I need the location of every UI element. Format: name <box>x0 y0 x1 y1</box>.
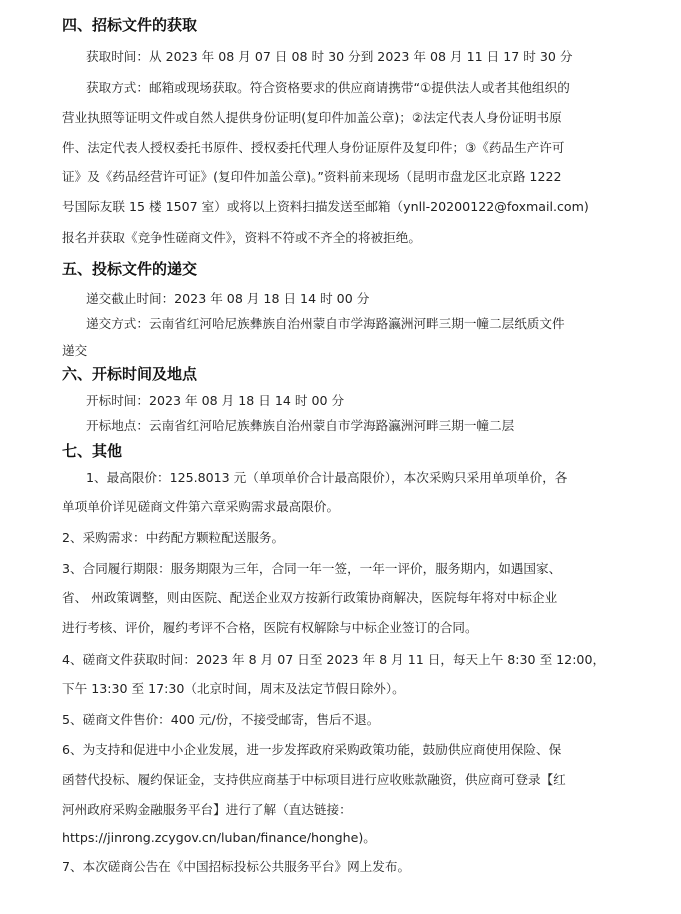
other-item-line: 5、磋商文件售价：400 元/份，不接受邮寄，售后不退。 <box>62 712 380 727</box>
section-4-heading: 四、招标文件的获取 <box>62 16 198 34</box>
finance-platform-link[interactable]: https://jinrong.zcygov.cn/luban/finance/honghe)。 <box>62 830 376 845</box>
acquire-method-line: 证》及《药品经营许可证》(复印件加盖公章)。”资料前来现场（昆明市盘龙区北京路 1222 <box>62 169 562 184</box>
other-item-line: 3、合同履行期限：服务期限为三年，合同一年一签，一年一评价，服务期内，如遇国家、 <box>62 561 562 576</box>
submit-deadline: 递交截止时间：2023 年 08 月 18 日 14 时 00 分 <box>86 291 370 306</box>
acquire-method-line: 件、法定代表人授权委托书原件、授权委托代理人身份证原件及复印件；③《药品生产许可 <box>62 140 565 155</box>
other-item-line: 函替代投标、履约保证金，支持供应商基于中标项目进行应收账款融资，供应商可登录【红 <box>62 772 566 787</box>
other-item-line: 1、最高限价：125.8013 元（单项单价合计最高限价），本次采购只采用单项单价，各 <box>86 470 568 485</box>
other-item-line: 6、为支持和促进中小企业发展，进一步发挥政府采购政策功能，鼓励供应商使用保险、保 <box>62 742 562 757</box>
other-item-line: 省、 州政策调整，则由医院、配送企业双方按新行政策协商解决，医院每年将对中标企业 <box>62 590 558 605</box>
other-item-line: 单项单价详见磋商文件第六章采购需求最高限价。 <box>62 499 340 514</box>
other-item-line: 4、磋商文件获取时间：2023 年 8 月 07 日至 2023 年 8 月 11 日，每天上午 8:30 至 12:00， <box>62 652 606 667</box>
section-5-heading: 五、投标文件的递交 <box>62 260 198 278</box>
other-item-line: 进行考核、评价，履约考评不合格，医院有权解除与中标企业签订的合同。 <box>62 620 478 635</box>
other-item-line: 河州政府采购金融服务平台】进行了解（直达链接： <box>62 802 352 817</box>
section-6-heading: 六、开标时间及地点 <box>62 365 198 383</box>
opening-time: 开标时间：2023 年 08 月 18 日 14 时 00 分 <box>86 393 345 408</box>
submit-method-line: 递交方式：云南省红河哈尼族彝族自治州蒙自市学海路瀛洲河畔三期一幢二层纸质文件 <box>86 316 565 331</box>
acquire-method-line: 号国际友联 15 楼 1507 室）或将以上资料扫描发送至邮箱（ynll-20200122@foxmail.com) <box>62 199 589 214</box>
section-7-heading: 七、其他 <box>62 442 123 460</box>
acquire-method-line: 营业执照等证明文件或自然人提供身份证明(复印件加盖公章)；②法定代表人身份证明书原 <box>62 110 562 125</box>
acquire-time: 获取时间：从 2023 年 08 月 07 日 08 时 30 分到 2023 年 08 月 11 日 17 时 30 分 <box>86 49 573 64</box>
acquire-method-line: 报名并获取《竞争性磋商文件》，资料不符或不齐全的将被拒绝。 <box>62 230 421 245</box>
other-item-line: 2、采购需求：中药配方颗粒配送服务。 <box>62 530 285 545</box>
submit-method-line: 递交 <box>62 343 88 358</box>
acquire-method-line: 获取方式：邮箱或现场获取。符合资格要求的供应商请携带“①提供法人或者其他组织的 <box>86 80 570 95</box>
opening-place: 开标地点：云南省红河哈尼族彝族自治州蒙自市学海路瀛洲河畔三期一幢二层 <box>86 418 515 433</box>
other-item-line: 下午 13:30 至 17:30（北京时间，周末及法定节假日除外）。 <box>62 681 405 696</box>
other-item-line: 7、本次磋商公告在《中国招标投标公共服务平台》网上发布。 <box>62 859 411 874</box>
